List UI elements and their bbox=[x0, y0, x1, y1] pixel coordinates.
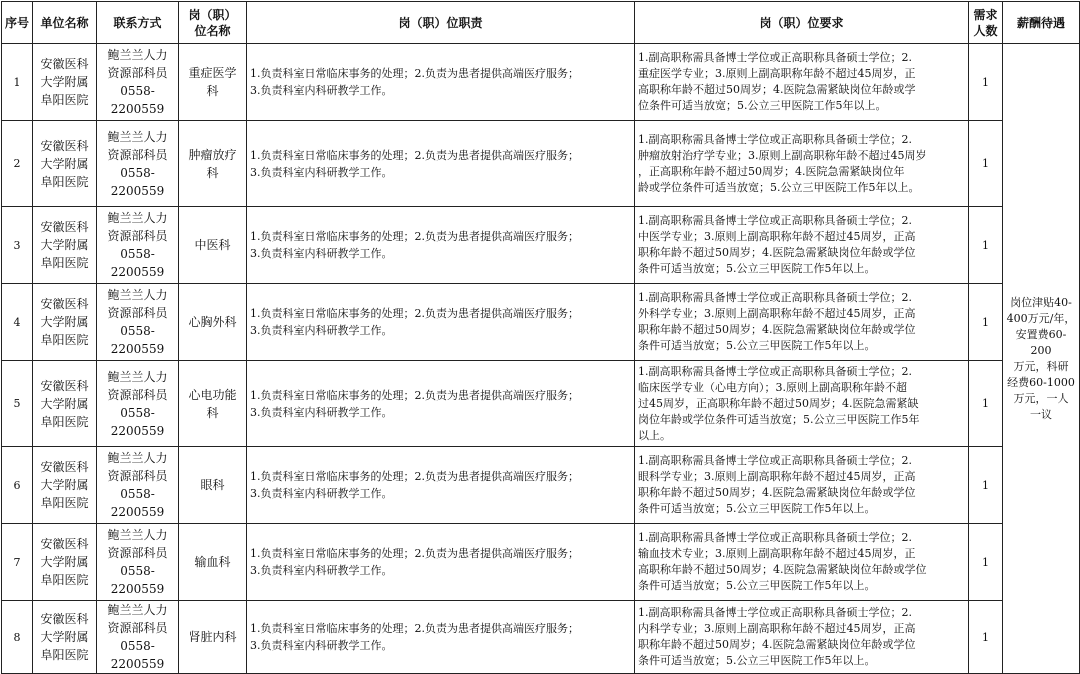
requirement-line: 1.副高职称需具备博士学位或正高职称具备硕士学位；2. bbox=[638, 454, 912, 467]
cell-duty bbox=[247, 447, 635, 524]
unit-line: 大学附属 bbox=[40, 315, 89, 329]
cell-contact bbox=[97, 447, 179, 524]
contact-line: 资源部科员 bbox=[107, 229, 168, 243]
cell-seq: 4 bbox=[2, 284, 33, 361]
unit-line: 安徽医科 bbox=[40, 57, 89, 71]
table-body bbox=[2, 44, 1080, 674]
cell-duty bbox=[247, 207, 635, 284]
duty-line: 3.负责科室内科研教学工作。 bbox=[250, 487, 393, 500]
cell-seq: 1 bbox=[2, 44, 33, 121]
duty-line: 3.负责科室内科研教学工作。 bbox=[250, 405, 393, 419]
cell-seq: 5 bbox=[2, 361, 33, 447]
contact-line: 0558-2200559 bbox=[110, 564, 165, 596]
unit-line: 安徽医科 bbox=[40, 138, 89, 153]
table-row bbox=[2, 284, 1080, 361]
requirement-line: 职称年龄不超过50周岁；4.医院急需紧缺岗位年龄或学位 bbox=[638, 323, 916, 336]
cell-unit bbox=[33, 207, 97, 284]
contact-line: 0558-2200559 bbox=[110, 165, 165, 198]
requirement-line: 临床医学专业（心电方向）；3.原则上副高职称年龄不超 bbox=[638, 380, 907, 394]
duty-line: 1.负责科室日常临床事务的处理；2.负责为患者提供高端医疗服务； bbox=[250, 307, 579, 320]
duty-line: 1.负责科室日常临床事务的处理；2.负责为患者提供高端医疗服务； bbox=[250, 622, 579, 635]
duty-line: 3.负责科室内科研教学工作。 bbox=[250, 247, 393, 260]
cell-unit bbox=[33, 44, 97, 121]
unit-line: 安徽医科 bbox=[40, 537, 89, 551]
salary-line: 万元，科研 bbox=[1013, 359, 1069, 373]
cell-headcount: 1 bbox=[969, 44, 1003, 121]
requirement-line: 内科学专业；3.原则上副高职称年龄不超过45周岁，正高 bbox=[638, 622, 916, 635]
contact-line: 资源部科员 bbox=[107, 546, 168, 560]
duty-line: 1.负责科室日常临床事务的处理；2.负责为患者提供高端医疗服务； bbox=[250, 230, 579, 243]
contact-line: 资源部科员 bbox=[107, 66, 168, 80]
header-req: 岗（职）位要求 bbox=[635, 2, 969, 44]
post-line: 中医科 bbox=[194, 238, 231, 252]
post-line: 肿瘤放疗 bbox=[188, 147, 237, 162]
cell-headcount: 1 bbox=[969, 601, 1003, 674]
cell-unit bbox=[33, 121, 97, 207]
contact-line: 资源部科员 bbox=[107, 147, 168, 162]
contact-line: 鲍兰兰人力 bbox=[107, 603, 168, 617]
header-salary: 薪酬待遇 bbox=[1003, 2, 1080, 44]
unit-line: 大学附属 bbox=[40, 396, 89, 411]
contact-line: 鲍兰兰人力 bbox=[107, 211, 168, 225]
header-num-line2: 人数 bbox=[973, 23, 998, 38]
unit-line: 大学附属 bbox=[40, 75, 89, 89]
requirement-line: 输血技术专业；3.原则上副高职称年龄不超过45周岁，正 bbox=[638, 547, 916, 560]
header-num-line1: 需求 bbox=[973, 7, 998, 22]
cell-duty bbox=[247, 284, 635, 361]
unit-line: 阜阳医院 bbox=[40, 174, 89, 189]
cell-requirement bbox=[635, 44, 969, 121]
header-post-line2: 位名称 bbox=[194, 23, 231, 38]
table-row bbox=[2, 207, 1080, 284]
cell-post bbox=[179, 361, 247, 447]
requirement-line: 职称年龄不超过50周岁；4.医院急需紧缺岗位年龄或学位 bbox=[638, 246, 916, 259]
cell-requirement bbox=[635, 447, 969, 524]
header-seq: 序号 bbox=[2, 2, 33, 44]
cell-contact bbox=[97, 44, 179, 121]
salary-line: 经费60-1000 bbox=[1007, 375, 1075, 389]
requirement-line: 条件可适当放宽；5.公立三甲医院工作5年以上。 bbox=[638, 502, 876, 515]
contact-line: 资源部科员 bbox=[107, 306, 168, 320]
unit-line: 安徽医科 bbox=[40, 220, 89, 234]
cell-salary bbox=[1003, 44, 1080, 674]
unit-line: 阜阳医院 bbox=[40, 496, 89, 510]
cell-requirement bbox=[635, 207, 969, 284]
post-line: 重症医学 bbox=[188, 66, 237, 80]
unit-line: 安徽医科 bbox=[40, 460, 89, 474]
contact-line: 鲍兰兰人力 bbox=[107, 288, 168, 302]
requirement-line: 龄或学位条件可适当放宽；5.公立三甲医院工作5年以上。 bbox=[638, 180, 920, 194]
cell-headcount: 1 bbox=[969, 361, 1003, 447]
contact-line: 0558-2200559 bbox=[110, 247, 165, 279]
contact-line: 资源部科员 bbox=[107, 621, 168, 635]
post-line: 眼科 bbox=[200, 478, 225, 492]
header-row bbox=[2, 2, 1080, 44]
cell-duty bbox=[247, 361, 635, 447]
post-line: 科 bbox=[206, 405, 219, 420]
requirement-line: 位条件可适当放宽；5.公立三甲医院工作5年以上。 bbox=[638, 99, 887, 112]
header-post-line1: 岗（职） bbox=[188, 7, 237, 22]
duty-line: 3.负责科室内科研教学工作。 bbox=[250, 564, 393, 577]
cell-post bbox=[179, 44, 247, 121]
requirement-line: 条件可适当放宽；5.公立三甲医院工作5年以上。 bbox=[638, 339, 876, 352]
requirement-line: 肿瘤放射治疗学专业；3.原则上副高职称年龄不超过45周岁 bbox=[638, 148, 927, 162]
cell-unit bbox=[33, 524, 97, 601]
requirement-line: 岗位年龄或学位条件可适当放宽；5.公立三甲医院工作5年 bbox=[638, 412, 920, 426]
contact-line: 资源部科员 bbox=[107, 469, 168, 483]
salary-line: 一议 bbox=[1030, 407, 1052, 421]
cell-duty bbox=[247, 601, 635, 674]
header-post bbox=[179, 2, 247, 44]
cell-post bbox=[179, 207, 247, 284]
requirement-line: 1.副高职称需具备博士学位或正高职称具备硕士学位；2. bbox=[638, 291, 912, 304]
cell-seq: 7 bbox=[2, 524, 33, 601]
salary-line: 400万元/年， bbox=[1006, 311, 1076, 325]
contact-line: 0558-2200559 bbox=[110, 84, 165, 116]
table-row bbox=[2, 524, 1080, 601]
contact-line: 0558-2200559 bbox=[110, 405, 165, 438]
header-contact: 联系方式 bbox=[97, 2, 179, 44]
unit-line: 阜阳医院 bbox=[40, 648, 89, 662]
post-line: 肾脏内科 bbox=[188, 630, 237, 644]
cell-seq: 3 bbox=[2, 207, 33, 284]
requirement-line: 过45周岁，正高职称年龄不超过50周岁；4.医院急需紧缺 bbox=[638, 396, 919, 410]
salary-line: 岗位津贴40- bbox=[1010, 295, 1072, 309]
duty-line: 1.负责科室日常临床事务的处理；2.负责为患者提供高端医疗服务； bbox=[250, 148, 579, 162]
cell-duty bbox=[247, 44, 635, 121]
duty-line: 3.负责科室内科研教学工作。 bbox=[250, 324, 393, 337]
unit-line: 阜阳医院 bbox=[40, 414, 89, 429]
contact-line: 鲍兰兰人力 bbox=[107, 369, 168, 384]
cell-requirement bbox=[635, 361, 969, 447]
requirement-line: 1.副高职称需具备博士学位或正高职称具备硕士学位；2. bbox=[638, 364, 912, 378]
contact-line: 资源部科员 bbox=[107, 387, 168, 402]
cell-seq: 2 bbox=[2, 121, 33, 207]
post-line: 输血科 bbox=[194, 555, 231, 569]
cell-contact bbox=[97, 207, 179, 284]
duty-line: 1.负责科室日常临床事务的处理；2.负责为患者提供高端医疗服务； bbox=[250, 388, 579, 402]
cell-headcount: 1 bbox=[969, 284, 1003, 361]
recruitment-table bbox=[1, 1, 1080, 674]
cell-requirement bbox=[635, 284, 969, 361]
table-row bbox=[2, 121, 1080, 207]
unit-line: 阜阳医院 bbox=[40, 93, 89, 107]
cell-unit bbox=[33, 284, 97, 361]
header-num bbox=[969, 2, 1003, 44]
cell-requirement bbox=[635, 524, 969, 601]
cell-unit bbox=[33, 601, 97, 674]
requirement-line: 1.副高职称需具备博士学位或正高职称具备硕士学位；2. bbox=[638, 51, 912, 64]
unit-line: 安徽医科 bbox=[40, 378, 89, 393]
requirement-line: 职称年龄不超过50周岁；4.医院急需紧缺岗位年龄或学位 bbox=[638, 486, 916, 499]
cell-duty bbox=[247, 524, 635, 601]
contact-line: 鲍兰兰人力 bbox=[107, 129, 168, 144]
cell-contact bbox=[97, 361, 179, 447]
cell-post bbox=[179, 601, 247, 674]
table-row bbox=[2, 447, 1080, 524]
post-line: 科 bbox=[206, 165, 219, 180]
contact-line: 鲍兰兰人力 bbox=[107, 48, 168, 62]
requirement-line: 1.副高职称需具备博士学位或正高职称具备硕士学位；2. bbox=[638, 132, 912, 146]
cell-contact bbox=[97, 284, 179, 361]
requirement-line: 高职称年龄不超过50周岁；4.医院急需紧缺岗位年龄或学 bbox=[638, 83, 916, 96]
cell-unit bbox=[33, 361, 97, 447]
requirement-line: 重症医学专业；3.原则上副高职称年龄不超过45周岁，正 bbox=[638, 67, 916, 80]
cell-post bbox=[179, 524, 247, 601]
requirement-line: 1.副高职称需具备博士学位或正高职称具备硕士学位；2. bbox=[638, 606, 912, 619]
unit-line: 大学附属 bbox=[40, 156, 89, 171]
requirement-line: 高职称年龄不超过50周岁；4.医院急需紧缺岗位年龄或学位 bbox=[638, 563, 927, 576]
cell-post bbox=[179, 284, 247, 361]
cell-requirement bbox=[635, 601, 969, 674]
salary-line: 万元，一人 bbox=[1013, 391, 1069, 405]
unit-line: 大学附属 bbox=[40, 630, 89, 644]
requirement-line: 1.副高职称需具备博士学位或正高职称具备硕士学位；2. bbox=[638, 531, 912, 544]
contact-line: 鲍兰兰人力 bbox=[107, 451, 168, 465]
requirement-line: 条件可适当放宽；5.公立三甲医院工作5年以上。 bbox=[638, 654, 876, 667]
header-duty: 岗（职）位职责 bbox=[247, 2, 635, 44]
duty-line: 3.负责科室内科研教学工作。 bbox=[250, 639, 393, 652]
cell-unit bbox=[33, 447, 97, 524]
unit-line: 安徽医科 bbox=[40, 297, 89, 311]
contact-line: 0558-2200559 bbox=[110, 639, 165, 671]
requirement-line: 条件可适当放宽；5.公立三甲医院工作5年以上。 bbox=[638, 579, 876, 592]
header-unit: 单位名称 bbox=[33, 2, 97, 44]
unit-line: 安徽医科 bbox=[40, 612, 89, 626]
salary-line: 安置费60-200 bbox=[1015, 327, 1067, 357]
requirement-line: 1.副高职称需具备博士学位或正高职称具备硕士学位；2. bbox=[638, 214, 912, 227]
unit-line: 阜阳医院 bbox=[40, 573, 89, 587]
duty-line: 3.负责科室内科研教学工作。 bbox=[250, 84, 393, 97]
requirement-line: 以上。 bbox=[638, 428, 671, 442]
cell-seq: 6 bbox=[2, 447, 33, 524]
table-row bbox=[2, 601, 1080, 674]
requirement-line: 外科学专业；3.原则上副高职称年龄不超过45周岁，正高 bbox=[638, 307, 916, 320]
contact-line: 鲍兰兰人力 bbox=[107, 528, 168, 542]
cell-headcount: 1 bbox=[969, 121, 1003, 207]
requirement-line: 眼科学专业；3.原则上副高职称年龄不超过45周岁，正高 bbox=[638, 470, 916, 483]
cell-headcount: 1 bbox=[969, 524, 1003, 601]
unit-line: 阜阳医院 bbox=[40, 333, 89, 347]
duty-line: 1.负责科室日常临床事务的处理；2.负责为患者提供高端医疗服务； bbox=[250, 547, 579, 560]
cell-contact bbox=[97, 524, 179, 601]
cell-post bbox=[179, 121, 247, 207]
table-row bbox=[2, 44, 1080, 121]
table-row bbox=[2, 361, 1080, 447]
unit-line: 大学附属 bbox=[40, 555, 89, 569]
unit-line: 阜阳医院 bbox=[40, 256, 89, 270]
duty-line: 1.负责科室日常临床事务的处理；2.负责为患者提供高端医疗服务； bbox=[250, 67, 579, 80]
post-line: 心胸外科 bbox=[188, 315, 237, 329]
cell-headcount: 1 bbox=[969, 207, 1003, 284]
requirement-line: 职称年龄不超过50周岁；4.医院急需紧缺岗位年龄或学位 bbox=[638, 638, 916, 651]
cell-requirement bbox=[635, 121, 969, 207]
contact-line: 0558-2200559 bbox=[110, 324, 165, 356]
post-line: 心电功能 bbox=[188, 387, 237, 402]
cell-post bbox=[179, 447, 247, 524]
cell-contact bbox=[97, 601, 179, 674]
duty-line: 3.负责科室内科研教学工作。 bbox=[250, 165, 393, 179]
cell-contact bbox=[97, 121, 179, 207]
post-line: 科 bbox=[206, 84, 219, 98]
cell-headcount: 1 bbox=[969, 447, 1003, 524]
unit-line: 大学附属 bbox=[40, 238, 89, 252]
requirement-line: ，正高职称年龄不超过50周岁；4.医院急需紧缺岗位年 bbox=[638, 164, 905, 178]
duty-line: 1.负责科室日常临床事务的处理；2.负责为患者提供高端医疗服务； bbox=[250, 470, 579, 483]
requirement-line: 条件可适当放宽；5.公立三甲医院工作5年以上。 bbox=[638, 262, 876, 275]
requirement-line: 中医学专业；3.原则上副高职称年龄不超过45周岁，正高 bbox=[638, 230, 916, 243]
contact-line: 0558-2200559 bbox=[110, 487, 165, 519]
cell-duty bbox=[247, 121, 635, 207]
cell-seq: 8 bbox=[2, 601, 33, 674]
unit-line: 大学附属 bbox=[40, 478, 89, 492]
